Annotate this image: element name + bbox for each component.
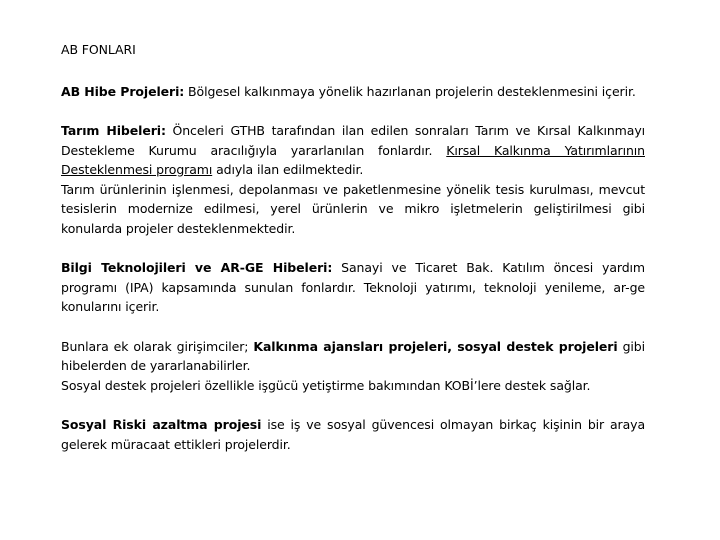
- kirsal-kalkinma-program-link[interactable]: Kırsal Kalkınma Yatırımlarının Desteklenmesi programı: [61, 142, 645, 177]
- paragraph-bilgi-teknolojileri: [61, 258, 645, 317]
- paragraph-girisimciler: [61, 337, 645, 376]
- bilgi-teknolojileri-heading: Bilgi Teknolojileri ve AR-GE Hibeleri:: [61, 260, 333, 275]
- girisimciler-text-a: Bunlara ek olarak girişimciler;: [61, 338, 254, 354]
- girisimciler-bold: Kalkınma ajansları projeleri, sosyal destek projeleri: [253, 338, 618, 354]
- sosyal-risk-heading: Sosyal Riski azaltma projesi: [61, 417, 262, 432]
- paragraph-tarim-hibeleri: [61, 121, 645, 180]
- document-page: [61, 40, 645, 454]
- ab-hibe-heading: AB Hibe Projeleri:: [61, 83, 185, 99]
- tarim-hibeleri-text-a: Önceleri GTHB tarafından ilan edilen sonraları Tarım ve Kırsal Kalkınmayı Destekleme Kurumu aracılığıyla yararlanılan fonlardır.: [61, 123, 645, 158]
- sosyal-risk-text: ise iş ve sosyal güvencesi olmayan birkaç kişinin bir araya gelerek müracaat ettikleri projelerdir.: [61, 417, 646, 452]
- paragraph-ab-hibe: [61, 82, 645, 102]
- ab-hibe-text: Bölgesel kalkınmaya yönelik hazırlanan projelerin desteklenmesini içerir.: [184, 83, 636, 99]
- page-title: AB FONLARI: [61, 42, 136, 57]
- paragraph-sosyal-destek: Sosyal destek projeleri özellikle işgücü yetiştirme bakımından KOBİ’lere destek sağlar.: [61, 377, 591, 393]
- paragraph-tarim-urunleri: Tarım ürünlerinin işlenmesi, depolanması ve paketlenmesine yönelik tesis kurulması, mevcut tesislerin modernize edilmesi, yerel ürünlerin ve mikro işletmelerin geliştirilmesi gibi konularda projeler desteklenmektedir.: [61, 181, 645, 236]
- tarim-hibeleri-text-b: adıyla ilan edilmektedir.: [212, 162, 364, 177]
- paragraph-sosyal-risk: [61, 415, 645, 454]
- bilgi-teknolojileri-text: Sanayi ve Ticaret Bak. Katılım öncesi yardım programı (IPA) kapsamında sunulan fonlardır. Teknoloji yatırımı, teknoloji yenileme, ar-ge konularını içerir.: [61, 260, 646, 314]
- girisimciler-text-b: gibi hibelerden de yararlanabilirler.: [61, 338, 645, 373]
- tarim-hibeleri-heading: Tarım Hibeleri:: [61, 123, 166, 138]
